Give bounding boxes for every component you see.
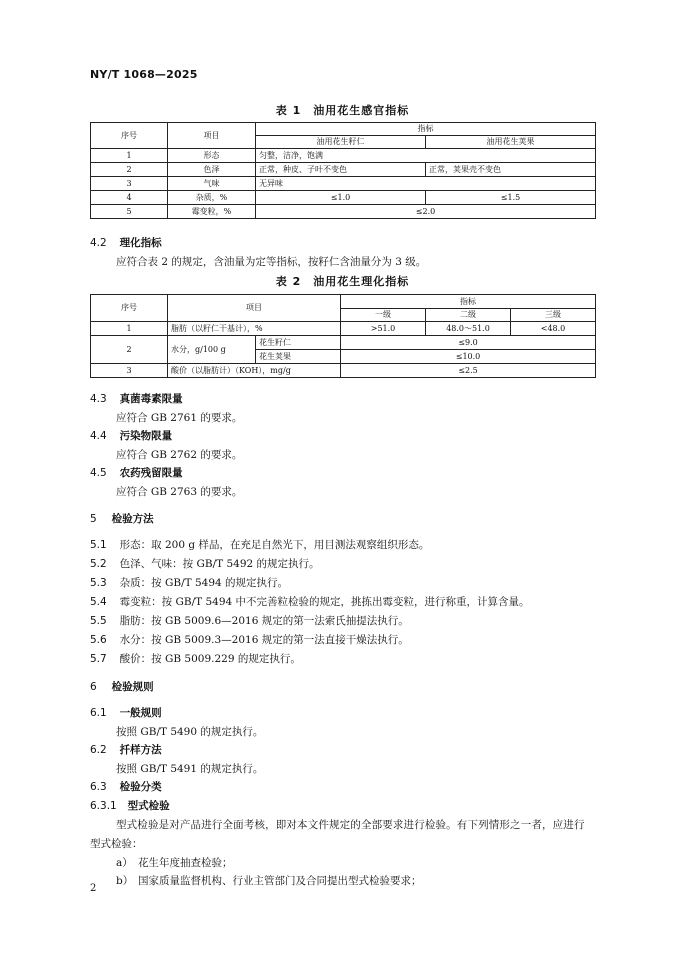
- section-6-3-1-body-cont: 型式检验：: [90, 838, 143, 850]
- document-header: NY/T 1068—2025: [90, 68, 198, 81]
- section-6-2-body: 按照 GB/T 5491 的规定执行。: [116, 763, 264, 775]
- table-cell: ≤9.0: [341, 336, 596, 350]
- section-6-1-body: 按照 GB/T 5490 的规定执行。: [116, 726, 264, 738]
- table-cell: 1: [91, 322, 168, 336]
- table-cell: 4: [91, 191, 168, 205]
- table-cell: 2: [91, 336, 168, 364]
- table-cell: 无异味: [256, 177, 596, 191]
- table2-head-seq: 序号: [91, 295, 168, 322]
- list-item: 5.5 脂肪：按 GB 5009.6—2016 规定的第一法索氏抽提法执行。: [90, 615, 409, 627]
- list-item: a） 花生年度抽查检验；: [116, 857, 233, 869]
- table-cell: 2: [91, 163, 168, 177]
- table2-head-index: 指标: [341, 295, 596, 309]
- table-cell: 48.0～51.0: [426, 322, 511, 336]
- table1-head-pod: 油用花生荚果: [426, 136, 596, 149]
- table-cell: ≤2.5: [341, 364, 596, 378]
- table-cell: 脂肪（以籽仁干基计），%: [168, 322, 341, 336]
- section-4-4-body: 应符合 GB 2762 的要求。: [116, 449, 243, 461]
- table-cell: 匀整，洁净，饱满: [256, 149, 596, 163]
- section-5: 5 检验方法: [90, 513, 154, 525]
- list-item: 5.2 色泽、气味：按 GB/T 5492 的规定执行。: [90, 558, 320, 570]
- table-cell: 酸价（以脂肪计）（KOH），mg/g: [168, 364, 341, 378]
- table-cell: 水分，g/100 g: [168, 336, 256, 364]
- section-4-5: 4.5 农药残留限量: [90, 467, 183, 479]
- table-row: [91, 205, 596, 219]
- table-cell: 5: [91, 205, 168, 219]
- table-cell: 花生荚果: [256, 350, 341, 364]
- table2-caption: 表 2 油用花生理化指标: [275, 275, 410, 288]
- section-4-4: 4.4 污染物限量: [90, 430, 173, 442]
- table-cell: 正常，荚果壳不变色: [426, 163, 596, 177]
- table-cell: 花生籽仁: [256, 336, 341, 350]
- section-6-3: 6.3 检验分类: [90, 781, 162, 793]
- section-4-2-body: 应符合表 2 的规定，含油量为定等指标，按籽仁含油量分为 3 级。: [116, 256, 427, 268]
- list-item: 5.1 形态：取 200 g 样品，在充足自然光下，用目测法观察组织形态。: [90, 539, 430, 551]
- table-cell: 气味: [168, 177, 256, 191]
- section-6-1: 6.1 一般规则: [90, 707, 162, 719]
- table-row: [91, 336, 596, 350]
- table2: [90, 294, 596, 378]
- list-item: 5.6 水分：按 GB 5009.3—2016 规定的第一法直接干燥法执行。: [90, 634, 409, 646]
- table-cell: >51.0: [341, 322, 426, 336]
- table-cell: 霉变粒，%: [168, 205, 256, 219]
- table1-head-index: 指标: [256, 123, 596, 136]
- table1-head-kernel: 油用花生籽仁: [256, 136, 426, 149]
- table-row: [91, 163, 596, 177]
- table-cell: ≤10.0: [341, 350, 596, 364]
- table-cell: ≤1.0: [256, 191, 426, 205]
- table2-head-item: 项目: [168, 295, 341, 322]
- section-6-2: 6.2 扦样方法: [90, 744, 162, 756]
- table-row: [91, 177, 596, 191]
- table-cell: 色泽: [168, 163, 256, 177]
- table-cell: <48.0: [511, 322, 596, 336]
- table-row: [91, 149, 596, 163]
- table-cell: ≤2.0: [256, 205, 596, 219]
- table-row: [91, 191, 596, 205]
- page-number: 2: [90, 883, 97, 894]
- table-cell: 3: [91, 364, 168, 378]
- table-cell: 杂质，%: [168, 191, 256, 205]
- list-item: 5.3 杂质：按 GB/T 5494 的规定执行。: [90, 577, 289, 589]
- table-cell: ≤1.5: [426, 191, 596, 205]
- table2-head-g3: 三级: [511, 309, 596, 322]
- section-4-2: 4.2 理化指标: [90, 237, 162, 249]
- table2-head-g2: 二级: [426, 309, 511, 322]
- list-item: b） 国家质量监督机构、行业主管部门及合同提出型式检验要求；: [116, 875, 422, 887]
- section-6-3-1-body: 型式检验是对产品进行全面考核，即对本文件规定的全部要求进行检验。有下列情形之一者，应进行: [116, 819, 585, 831]
- table-cell: 3: [91, 177, 168, 191]
- section-4-3: 4.3 真菌毒素限量: [90, 393, 183, 405]
- table1: [90, 122, 596, 219]
- list-item: 5.7 酸价：按 GB 5009.229 的规定执行。: [90, 653, 301, 665]
- section-6-3-1: 6.3.1 型式检验: [90, 800, 170, 812]
- list-item: 5.4 霉变粒：按 GB/T 5494 中不完善粒检验的规定，挑拣出霉变粒，进行称重，计算含量。: [90, 596, 530, 608]
- table-row: [91, 322, 596, 336]
- table-cell: 正常，种皮、子叶不变色: [256, 163, 426, 177]
- table1-head-seq: 序号: [91, 123, 168, 149]
- table1-head-item: 项目: [168, 123, 256, 149]
- table2-head-g1: 一级: [341, 309, 426, 322]
- table-cell: 形态: [168, 149, 256, 163]
- section-4-5-body: 应符合 GB 2763 的要求。: [116, 486, 243, 498]
- section-6: 6 检验规则: [90, 681, 154, 693]
- section-4-3-body: 应符合 GB 2761 的要求。: [116, 412, 243, 424]
- table-row: [91, 364, 596, 378]
- table-cell: 1: [91, 149, 168, 163]
- table1-caption: 表 1 油用花生感官指标: [275, 104, 410, 117]
